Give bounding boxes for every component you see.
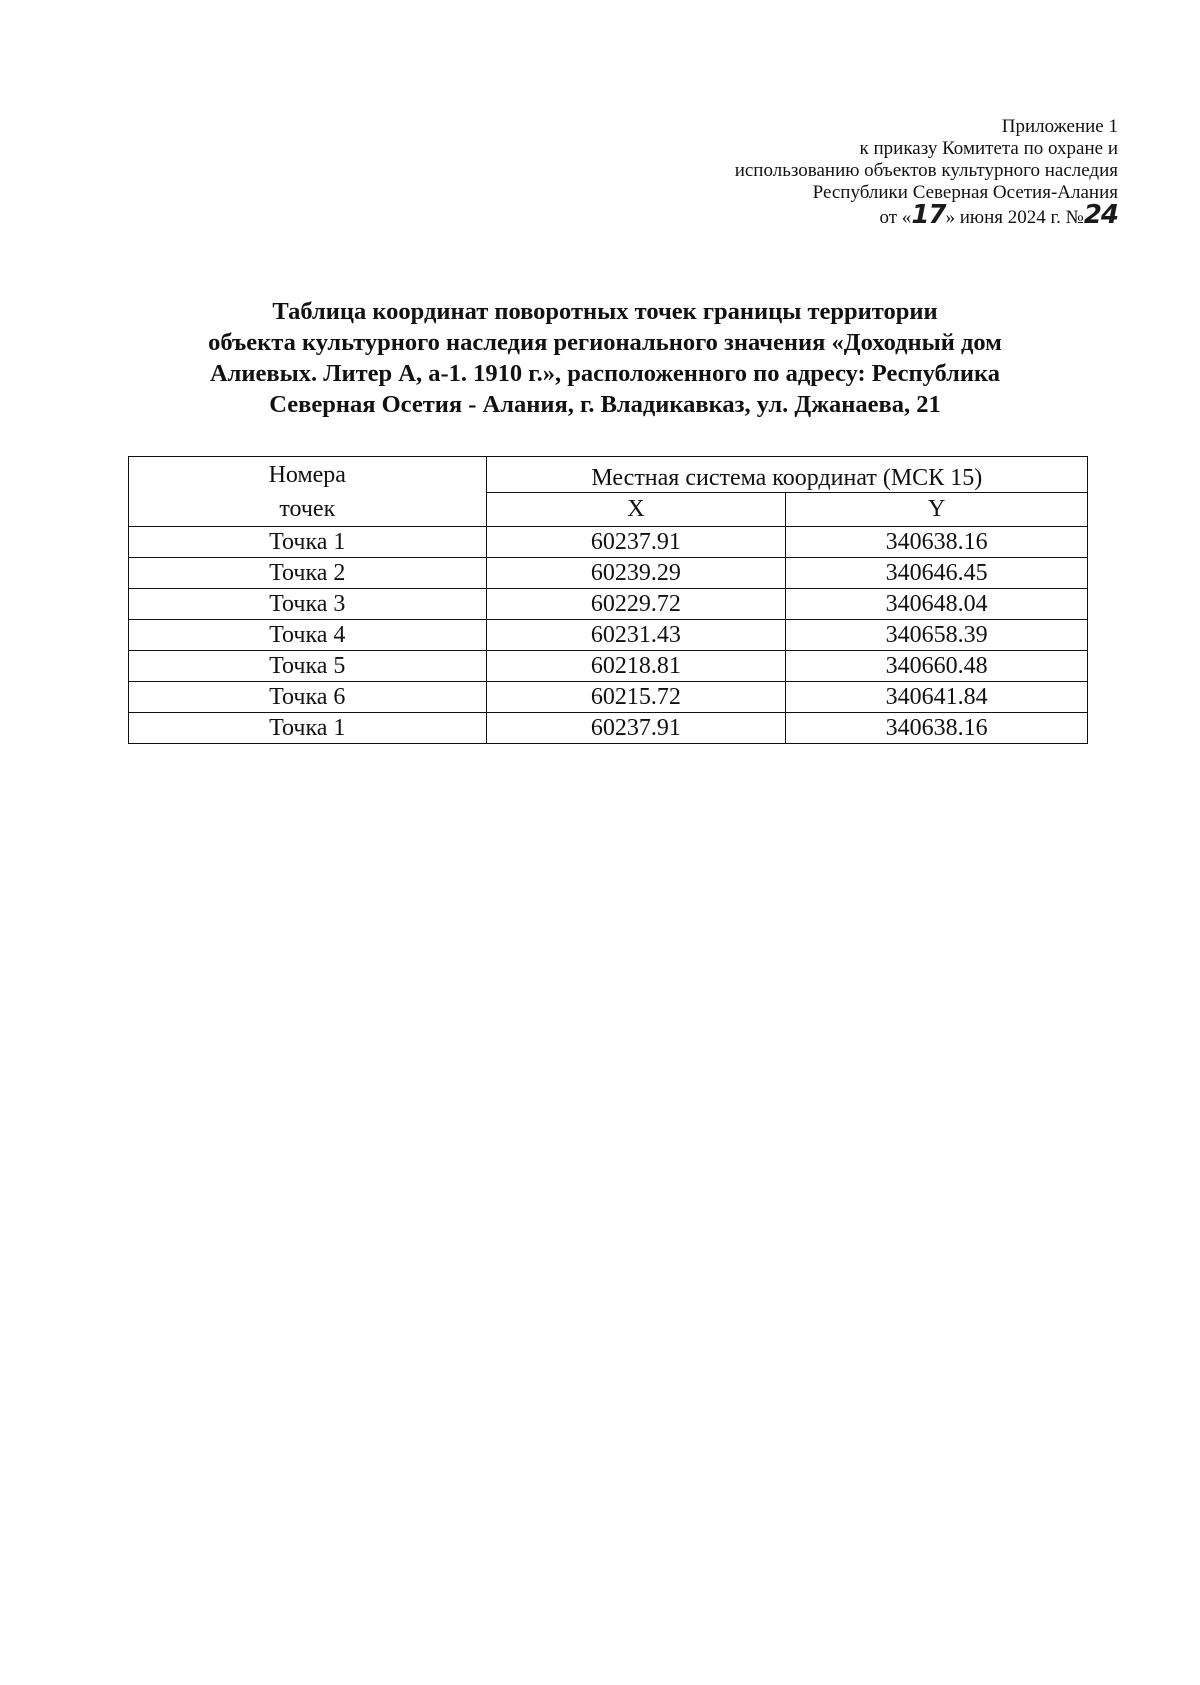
points-header-line-1: Номера <box>268 461 346 488</box>
title-line-3: Алиевых. Литер А, а-1. 1910 г.», расположенного по адресу: Республика <box>209 360 1001 387</box>
coordinates-table <box>128 456 1088 744</box>
point-name-cell: Точка 1 <box>129 713 487 744</box>
point-name-cell: Точка 5 <box>129 651 487 682</box>
order-date-line <box>598 200 1118 230</box>
table-row <box>129 558 1088 589</box>
table-row <box>129 620 1088 651</box>
y-value-cell: 340646.45 <box>786 558 1088 589</box>
x-value-cell: 60237.91 <box>486 527 786 558</box>
order-reference-line-2: использованию объектов культурного наследия <box>734 160 1118 181</box>
table-row <box>129 589 1088 620</box>
date-middle: » июня 2024 г. № <box>945 207 1084 228</box>
title-line-4: Северная Осетия - Алания, г. Владикавказ, ул. Джанаева, 21 <box>269 391 941 418</box>
point-name-cell: Точка 6 <box>129 682 487 713</box>
table-row <box>129 713 1088 744</box>
y-value-cell: 340638.16 <box>786 527 1088 558</box>
y-value-cell: 340658.39 <box>786 620 1088 651</box>
table-row <box>129 527 1088 558</box>
table-row <box>129 651 1088 682</box>
appendix-header <box>598 116 1118 229</box>
y-value-cell: 340660.48 <box>786 651 1088 682</box>
title-line-1: Таблица координат поворотных точек границы территории <box>272 298 938 325</box>
date-prefix: от « <box>879 207 912 228</box>
appendix-label: Приложение 1 <box>1001 116 1118 137</box>
x-value-cell: 60231.43 <box>486 620 786 651</box>
y-value-cell: 340638.16 <box>786 713 1088 744</box>
x-value-cell: 60229.72 <box>486 589 786 620</box>
coordinate-system-header: Местная система координат (МСК 15) <box>486 457 1087 493</box>
title-line-2: объекта культурного наследия регионального значения «Доходный дом <box>208 329 1002 356</box>
points-column-header <box>129 457 487 527</box>
x-value-cell: 60237.91 <box>486 713 786 744</box>
table-row <box>129 682 1088 713</box>
table-header-row <box>129 457 1088 493</box>
y-column-header: Y <box>786 493 1088 527</box>
point-name-cell: Точка 1 <box>129 527 487 558</box>
handwritten-day: 17 <box>911 200 946 230</box>
x-value-cell: 60215.72 <box>486 682 786 713</box>
y-value-cell: 340641.84 <box>786 682 1088 713</box>
point-name-cell: Точка 2 <box>129 558 487 589</box>
points-header-line-2: точек <box>279 495 336 522</box>
x-column-header: X <box>486 493 786 527</box>
point-name-cell: Точка 3 <box>129 589 487 620</box>
order-reference-line-3: Республики Северная Осетия-Алания <box>812 182 1118 203</box>
x-value-cell: 60218.81 <box>486 651 786 682</box>
y-value-cell: 340648.04 <box>786 589 1088 620</box>
order-reference-line-1: к приказу Комитета по охране и <box>859 138 1118 159</box>
point-name-cell: Точка 4 <box>129 620 487 651</box>
document-title <box>120 296 1090 420</box>
x-value-cell: 60239.29 <box>486 558 786 589</box>
handwritten-order-number: 24 <box>1083 200 1118 230</box>
